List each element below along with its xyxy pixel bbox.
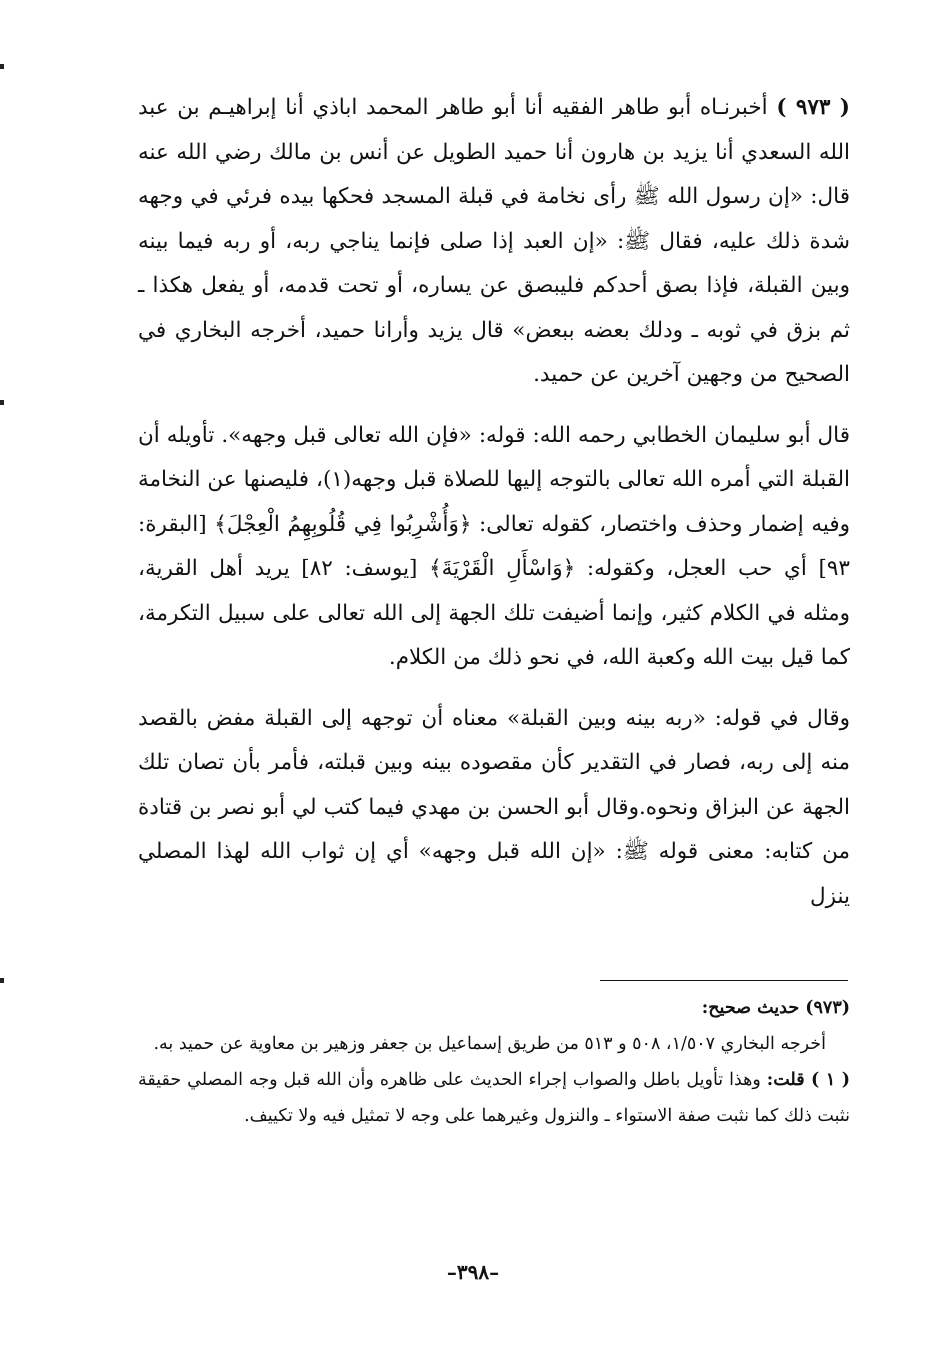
page-number: –٣٩٨–: [446, 1260, 500, 1284]
footnote-divider: [600, 980, 848, 981]
footnote-2-label: ( ١ ) قلت:: [766, 1070, 850, 1090]
footnote-2: [138, 1062, 850, 1134]
footnote-2-text: وهذا تأويل باطل والصواب إجراء الحديث على ظاهره وأن الله قبل وجه المصلي حقيقة نثبت ذلك كما نثبت صفة الاستواء ـ والنزول وغيرهما على وجه لا تمثيل فيه ولا تكييف.: [138, 1070, 850, 1126]
paragraph-commentary-2: وقال في قوله: «ربه بينه وبين القبلة» معناه أن توجهه إلى القبلة مفض بالقصد منه إلى ربه، فصار في التقدير كأن مقصوده بينه وبين قبلته، فأمر بأن تصان تلك الجهة عن البزاق ونحوه.وقال أبو الحسن بن مهدي فيما كتب لي أبو نصر بن قتادة من كتابه: معنى قوله ﷺ: «إن الله قبل وجهه» أي إن ثواب الله لهذا المصلي ينزل: [138, 705, 850, 909]
footnote-1-text: أخرجه البخاري ١/٥٠٧، ٥٠٨ و ٥١٣ من طريق إسماعيل بن جعفر وزهير بن معاوية عن حميد به.: [153, 1034, 826, 1054]
margin-mark: [0, 64, 4, 69]
hadith-number: ( ٩٧٣ ): [776, 95, 850, 120]
margin-mark: [0, 400, 4, 405]
footnotes-block: [138, 990, 850, 1134]
footnote-1-title: (٩٧٣) حديث صحيح:: [701, 998, 850, 1018]
main-text-block: [138, 86, 850, 935]
margin-mark: [0, 978, 4, 983]
paragraph-1-text: أخبرنـاه أبو طاهر الفقيه أنا أبو طاهر المحمد اباذي أنا إبراهيـم بن عبد الله السعدي أنا يزيد بن هارون أنا حميد الطويل عن أنس بن مالك رضي الله عنه قال: «إن رسول الله ﷺ رأى نخامة في قبلة المسجد فحكها بيده فرئي في وجهه شدة ذلك عليه، فقال ﷺ: «إن العبد إذا صلى فإنما يناجي ربه، أو ربه فيما بينه وبين القبلة، فإذا بصق أحدكم فليبصق عن يساره، أو تحت قدمه، أو يفعل هكذا ـ ثم بزق في ثوبه ـ ودلك بعضه ببعض» قال يزيد وأرانا حميد، أخرجه البخاري في الصحيح من وجهين آخرين عن حميد.: [138, 95, 850, 387]
paragraph-hadith: [138, 86, 850, 398]
paragraph-commentary-1: قال أبو سليمان الخطابي رحمه الله: قوله: «فإن الله تعالى قبل وجهه». تأويله أن القبلة التي أمره الله تعالى بالتوجه إليها للصلاة قبل وجهه(١)، فليصنها عن النخامة وفيه إضمار وحذف واختصار، كقوله تعالى: ﴿وَأُشْرِبُوا فِي قُلُوبِهِمُ الْعِجْلَ﴾ [البقرة: ٩٣] أي حب العجل، وكقوله: ﴿وَاسْأَلِ الْقَرْيَةَ﴾ [يوسف: ٨٢] يريد أهل القرية، ومثله في الكلام كثير، وإنما أضيفت تلك الجهة إلى الله تعالى على سبيل التكرمة، كما قيل بيت الله وكعبة الله، في نحو ذلك من الكلام.: [138, 422, 850, 670]
